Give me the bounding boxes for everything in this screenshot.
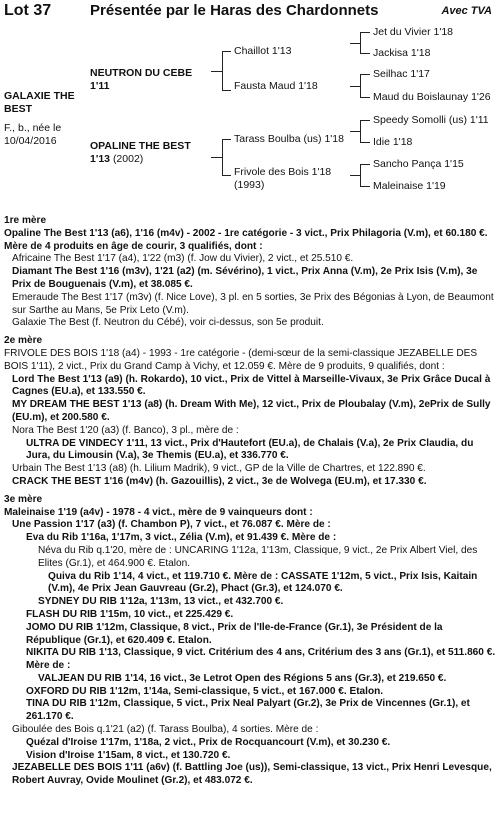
bracket-line	[360, 32, 361, 53]
bracket-line	[360, 32, 370, 33]
g3-7: Sancho Pança 1'15	[373, 158, 464, 170]
bracket-line	[350, 131, 360, 132]
g3-2: Jackisa 1'18	[373, 47, 431, 59]
entry-line: Nora The Best 1'20 (a3) (f. Banco), 3 pl., mère de :	[12, 424, 239, 436]
g3-1: Jet du Vivier 1'18	[373, 26, 454, 38]
bracket-line	[211, 71, 222, 72]
g3-6: Idie 1'18	[373, 136, 413, 148]
bracket-line	[360, 74, 370, 75]
entry-line: CRACK THE BEST 1'16 (m4v) (h. Gazouillis), 2 vict., 3e de Wolvega (EU.m), et 17.330 €.	[12, 475, 427, 487]
entry-line: NIKITA DU RIB 1'13, Classique, 9 vict. Critérium des 4 ans, Critérium des 3 ans (Gr.1), et 511.860 €. Mère de :	[26, 647, 496, 672]
g2-dam-sire: Tarass Boulba (us) 1'18	[234, 133, 344, 145]
bracket-line	[222, 51, 223, 91]
subject-info: F., b., née le 10/04/2016	[4, 122, 62, 147]
entry-line: Giboulée des Bois q.1'21 (a2) (f. Tarass Boulba), 4 sorties. Mère de :	[12, 724, 319, 736]
bracket-line	[360, 120, 370, 121]
entry-line: Diamant The Best 1'16 (m3v), 1'21 (a2) (m. Sévérino), 1 vict., Prix Anna (V.m), 2e Prix Isis (V.m), 3e Prix de Bouguenais (V.m), et 38.085 €.	[12, 266, 478, 290]
bracket-line	[222, 139, 231, 140]
g2-dam-dam: Frivole des Bois 1'18 (1993)	[234, 166, 332, 191]
entry-line: OXFORD DU RIB 1'12m, 1'14a, Semi-classique, 5 vict., et 167.000 €. Etalon.	[26, 685, 384, 697]
header	[4, 2, 496, 20]
dam-time: 1'13	[90, 153, 111, 165]
presenter-title: Présentée par le Haras des Chardonnets	[90, 2, 379, 19]
pedigree-chart	[0, 22, 500, 202]
entry-line: Opaline The Best 1'13 (a6), 1'16 (m4v) - 2002 - 1re catégorie - 3 vict., Prix Philagoria (V.m), et 60.180 €. Mère de 4 produits en âge de courir, 3 qualifiés, dont :	[4, 227, 488, 252]
bracket-line	[211, 157, 222, 158]
section-heading-3: 3e mère	[4, 493, 43, 505]
bracket-line	[222, 139, 223, 176]
entry-line: SYDNEY DU RIB 1'12a, 1'13m, 13 vict., et 432.700 €.	[38, 596, 284, 608]
lot-number: Lot 37	[4, 2, 52, 19]
bracket-line	[360, 164, 361, 187]
entry-line: ULTRA DE VINDECY 1'11, 13 vict., Prix d'Hautefort (EU.a), de Chalais (V.a), 2e Prix Claudia, du Jura, du Limousin (V.a), 3e Themis (EU.a), et 336.770 €.	[26, 437, 474, 462]
bracket-line	[222, 175, 231, 176]
entry-line: Vision d'Iroise 1'15am, 8 vict., et 130.720 €.	[26, 749, 231, 761]
entry-line: JOMO DU RIB 1'12m, Classique, 8 vict., Prix de l'Ile-de-France (Gr.1), 3e Président de la République (Gr.1), et 620.409 €. Etalon.	[26, 621, 443, 646]
bracket-line	[350, 175, 360, 176]
entry-line: VALJEAN DU RIB 1'14, 16 vict., 3e Letrot Open des Régions 5 ans (Gr.3), et 219.650 €.	[38, 672, 447, 684]
entry-line: Une Passion 1'17 (a3) (f. Chambon P), 7 vict., et 76.087 €. Mère de :	[12, 519, 331, 531]
subject-name: GALAXIE THE BEST	[4, 90, 75, 115]
entry-line: Quiva du Rib 1'14, 4 vict., et 119.710 €. Mère de : CASSATE 1'12m, 5 vict., Prix Isis, Kaitain (V.m), 4e Prix Jean Gauvreau (Gr.2), Phact (Gr.3), et 124.070 €.	[48, 570, 478, 595]
sire-name: NEUTRON DU CEBE 1'11	[90, 67, 193, 92]
entry-line: Quézal d'Iroise 1'17m, 1'18a, 2 vict., Prix de Rocquancourt (V.m), et 30.230 €.	[26, 736, 391, 748]
entry-line: FLASH DU RIB 1'15m, 10 vict., et 225.429 €.	[26, 608, 234, 620]
entry-line: Maleinaise 1'19 (a4v) - 1978 - 4 vict., mère de 9 vainqueurs dont :	[4, 506, 313, 518]
entry-line: Urbain The Best 1'13 (a8) (h. Lilium Madrik), 9 vict., GP de la Ville de Chartres, et 122.890 €.	[12, 463, 426, 475]
bracket-line	[360, 53, 370, 54]
section-heading-1: 1re mère	[4, 215, 47, 226]
entry-line: Néva du Rib q.1'20, mère de : UNCARING 1'12a, 1'13m, Classique, 9 vict., 2e Prix Albert Viel, des Elites (Gr.1), et 464.900 €. Etalon.	[38, 544, 478, 569]
entry-line: FRIVOLE DES BOIS 1'18 (a4) - 1993 - 1re catégorie - (demi-sœur de la semi-classique JEZABELLE DES BOIS 1'11), 2 vict., Prix du Grand Camp à Vichy, et 12.059 €. Mère de 9 produits, 9 qualifiés, dont :	[4, 347, 478, 372]
entry-line: Galaxie The Best (f. Neutron du Cébé), voir ci-dessus, son 5e produit.	[12, 317, 324, 329]
g3-3: Seilhac 1'17	[373, 68, 430, 80]
entry-line: Emeraude The Best 1'17 (m3v) (f. Nice Love), 3 pl. en 5 sorties, 3e Prix des Bégonias à Lyon, de Beaumont sur Sarthe au Mans, 5e Prix Leto (V.m).	[12, 291, 494, 316]
bracket-line	[350, 86, 360, 87]
section-heading-2: 2e mère	[4, 335, 43, 347]
bracket-line	[360, 186, 370, 187]
entry-line: Eva du Rib 1'16a, 1'17m, 3 vict., Zélia (V.m), et 91.439 €. Mère de :	[26, 532, 337, 544]
bracket-line	[222, 90, 231, 91]
entry-line: Lord The Best 1'13 (a9) (h. Rokardo), 10 vict., Prix de Vittel à Marseille-Vivaux, 3e Prix Grâce Ducal à Cagnes (EU.a), et 133.550 €.	[12, 373, 491, 398]
dam-year: (2002)	[112, 153, 144, 165]
bracket-line	[360, 74, 361, 98]
bracket-line	[360, 97, 370, 98]
bracket-line	[360, 142, 370, 143]
bracket-line	[222, 51, 231, 52]
bracket-line	[350, 43, 360, 44]
pedigree-notes	[4, 210, 496, 788]
g3-4: Maud du Boislaunay 1'26	[373, 91, 491, 103]
dam-entry	[90, 140, 215, 166]
entry-line: JEZABELLE DES BOIS 1'11 (a6v) (f. Battling Joe (us)), Semi-classique, 13 vict., Prix Henri Levesque, Robert Auvray, Ovide Moulinet (Gr.2), et 483.072 €.	[12, 762, 492, 787]
entry-line: Africaine The Best 1'17 (a4), 1'22 (m3) (f. Jow du Vivier), 2 vict., et 25.510 €.	[12, 253, 354, 265]
g2-sire-dam: Fausta Maud 1'18	[234, 80, 318, 92]
dam-name: OPALINE THE BEST	[90, 140, 191, 152]
bracket-line	[360, 120, 361, 143]
entry-line: TINA DU RIB 1'12m, Classique, 5 vict., Prix Neal Palyart (Gr.2), 3e Prix de Vincennes (Gr.1), et 261.170 €.	[26, 698, 470, 723]
bracket-line	[360, 164, 370, 165]
entry-line: MY DREAM THE BEST 1'13 (a8) (h. Dream With Me), 12 vict., Prix de Ploubalay (V.m), 2ePrix de Sully (EU.m), et 200.580 €.	[12, 399, 491, 423]
g2-sire-sire: Chaillot 1'13	[234, 45, 292, 57]
tva-note: Avec TVA	[441, 5, 492, 17]
g3-5: Speedy Somolli (us) 1'11	[373, 114, 489, 126]
g3-8: Maleinaise 1'19	[373, 180, 446, 192]
